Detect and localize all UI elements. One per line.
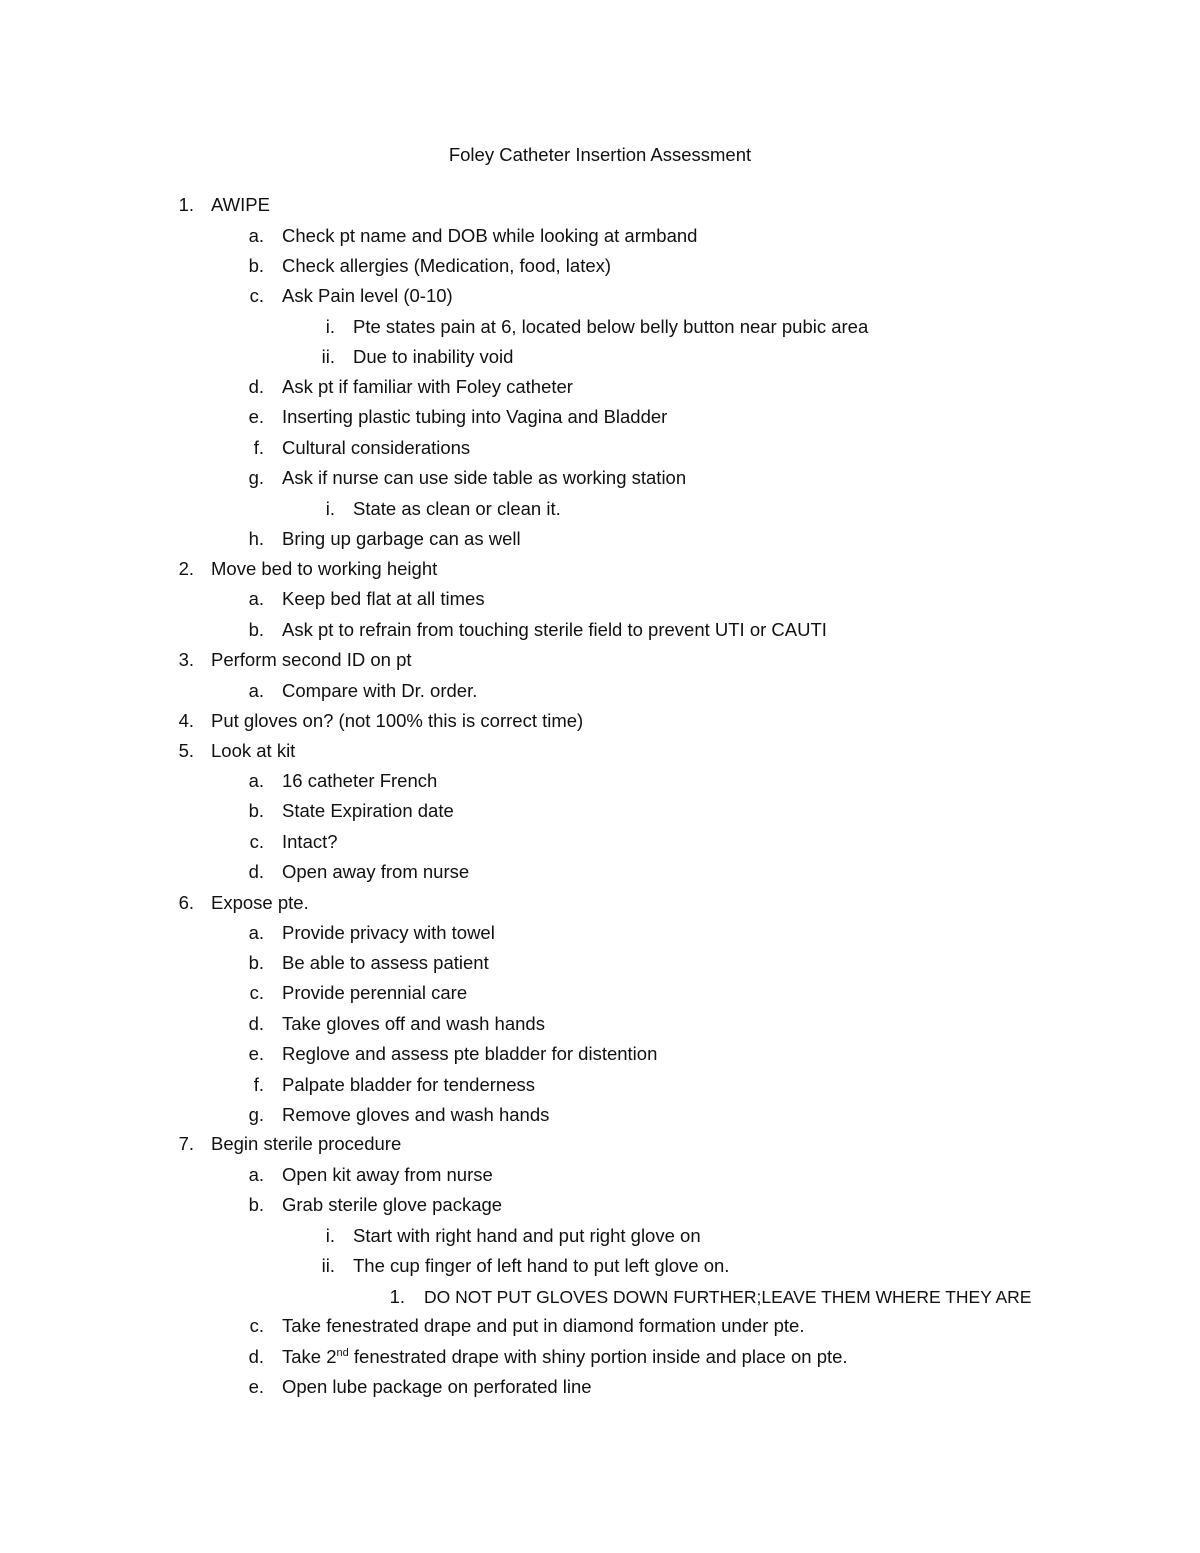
list-item-text: Look at kit: [211, 740, 296, 761]
document-title: Foley Catheter Insertion Assessment: [448, 144, 752, 165]
list-marker: a.: [248, 1164, 264, 1185]
list-item-text: Provide perennial care: [282, 982, 468, 1003]
list-item-text: State as clean or clean it.: [353, 498, 561, 519]
list-item-text: Take gloves off and wash hands: [282, 1013, 545, 1034]
list-item-text: Keep bed flat at all times: [282, 588, 485, 609]
list-marker: f.: [253, 437, 264, 458]
list-item-text: Move bed to working height: [211, 558, 438, 579]
list-marker: g.: [248, 1104, 264, 1125]
list-item-text: Be able to assess patient: [282, 952, 489, 973]
list-item-text: Cultural considerations: [282, 437, 471, 458]
list-item-text: Reglove and assess pte bladder for distention: [282, 1043, 658, 1064]
list-marker: ii.: [321, 1255, 335, 1276]
list-marker: 2.: [178, 558, 194, 579]
list-marker: d.: [248, 1346, 264, 1367]
list-item-text: Take fenestrated drape and put in diamond formation under pte.: [282, 1315, 805, 1336]
list-marker: b.: [248, 1194, 264, 1215]
list-item-text: Check pt name and DOB while looking at armband: [282, 225, 698, 246]
list-item-text: Check allergies (Medication, food, latex): [282, 255, 612, 276]
list-marker: 1.: [178, 194, 194, 215]
list-marker: i.: [325, 316, 335, 337]
list-marker: 5.: [178, 740, 194, 761]
list-marker: c.: [249, 982, 264, 1003]
list-item-text: Ask pt to refrain from touching sterile field to prevent UTI or CAUTI: [282, 619, 827, 640]
list-item-text: Begin sterile procedure: [211, 1133, 402, 1154]
list-marker: h.: [248, 528, 264, 549]
list-marker: c.: [249, 831, 264, 852]
list-marker: 6.: [178, 892, 194, 913]
list-item-text: 16 catheter French: [282, 770, 438, 791]
list-item-text: Perform second ID on pt: [211, 649, 412, 670]
text-segment: fenestrated drape with shiny portion inside and place on pte.: [348, 1346, 848, 1367]
list-item-text: Grab sterile glove package: [282, 1194, 503, 1215]
list-item-text: Inserting plastic tubing into Vagina and Bladder: [282, 406, 668, 427]
list-marker: d.: [248, 861, 264, 882]
list-marker: b.: [248, 255, 264, 276]
list-item-text: The cup finger of left hand to put left glove on.: [353, 1255, 730, 1276]
list-marker: a.: [248, 680, 264, 701]
list-marker: 3.: [178, 649, 194, 670]
list-marker: d.: [248, 376, 264, 397]
text-segment: Take 2: [282, 1346, 337, 1367]
superscript: nd: [336, 1346, 349, 1359]
list-marker: 4.: [178, 710, 194, 731]
list-marker: b.: [248, 619, 264, 640]
list-item-text: AWIPE: [211, 194, 270, 215]
list-item-text: Compare with Dr. order.: [282, 680, 478, 701]
list-marker: c.: [249, 285, 264, 306]
list-item-text: Put gloves on? (not 100% this is correct time): [211, 710, 584, 731]
list-marker: a.: [248, 770, 264, 791]
list-marker: a.: [248, 922, 264, 943]
list-item-text: Remove gloves and wash hands: [282, 1104, 550, 1125]
list-item-text: Bring up garbage can as well: [282, 528, 521, 549]
list-marker: 7.: [178, 1133, 194, 1154]
list-marker: e.: [248, 406, 264, 427]
list-marker: a.: [248, 225, 264, 246]
list-marker: b.: [248, 800, 264, 821]
list-marker: e.: [248, 1376, 264, 1397]
list-item-text: Provide privacy with towel: [282, 922, 495, 943]
list-marker: ii.: [321, 346, 335, 367]
list-item-text: Due to inability void: [353, 346, 514, 367]
list-marker: i.: [325, 1225, 335, 1246]
list-marker: g.: [248, 467, 264, 488]
list-item-text: Start with right hand and put right glove on: [353, 1225, 701, 1246]
list-item-text: Pte states pain at 6, located below belly button near pubic area: [353, 316, 869, 337]
list-item-text: Ask pt if familiar with Foley catheter: [282, 376, 573, 397]
list-item-text: [282, 1342, 848, 1372]
list-marker: c.: [249, 1315, 264, 1336]
list-item-text: Palpate bladder for tenderness: [282, 1074, 536, 1095]
list-item-text: Open lube package on perforated line: [282, 1376, 592, 1397]
list-marker: 1.: [389, 1286, 405, 1307]
list-item-text: DO NOT PUT GLOVES DOWN FURTHER;LEAVE THEM WHERE THEY ARE: [424, 1287, 1032, 1307]
list-marker: a.: [248, 588, 264, 609]
list-marker: f.: [253, 1074, 264, 1095]
list-item-text: Expose pte.: [211, 892, 309, 913]
list-item-text: Ask Pain level (0-10): [282, 285, 453, 306]
list-item-text: Open kit away from nurse: [282, 1164, 493, 1185]
list-item-text: State Expiration date: [282, 800, 454, 821]
list-marker: b.: [248, 952, 264, 973]
list-item-text: Open away from nurse: [282, 861, 470, 882]
list-marker: i.: [325, 498, 335, 519]
list-item-text: Intact?: [282, 831, 338, 852]
list-marker: e.: [248, 1043, 264, 1064]
list-marker: d.: [248, 1013, 264, 1034]
list-item-text: Ask if nurse can use side table as working station: [282, 467, 687, 488]
